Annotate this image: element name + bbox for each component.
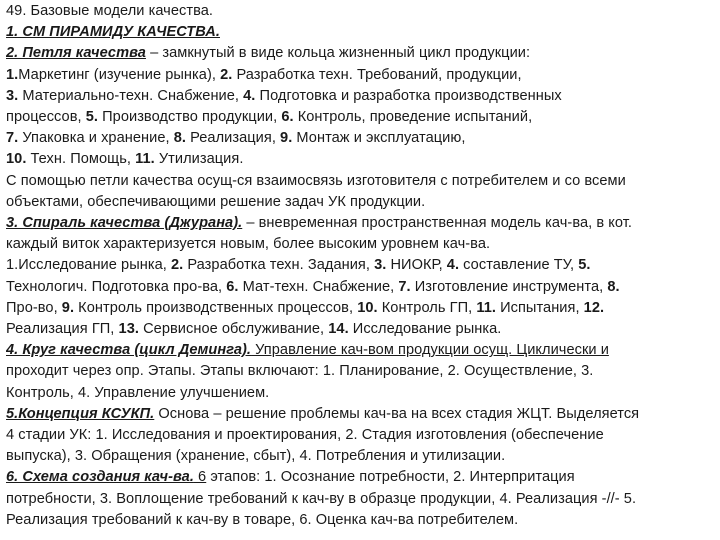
text-run: Исследование рынка. [348, 321, 502, 338]
number-run: 4. [446, 257, 460, 274]
heading-run: 5.Концепция КСУКП. [6, 405, 155, 422]
number-run: 3. [6, 87, 19, 104]
text-run: Контроль, 4. Управление улучшением. [6, 384, 270, 401]
text-line [6, 65, 718, 86]
number-run: 2. [170, 257, 184, 274]
text-run: Контроль производственных процессов, [74, 299, 358, 316]
text-line [6, 86, 718, 107]
number-run: 3. [374, 257, 387, 274]
text-line [6, 107, 718, 128]
text-run: Мат-техн. Снабжение, [238, 278, 399, 295]
text-line [6, 510, 718, 531]
document-body [6, 1, 718, 531]
number-run: 5. [85, 109, 99, 126]
number-run: 6. [226, 278, 239, 295]
text-run: Испытания, [495, 299, 584, 316]
text-run: объектами, обеспечивающими решение задач УК продукции. [6, 193, 426, 210]
text-line [6, 171, 718, 192]
text-line [6, 446, 718, 467]
text-line [6, 43, 718, 64]
number-run: 11. [476, 299, 496, 316]
number-run: 14. [328, 321, 349, 338]
text-run: Реализация требований к кач-ву в товаре, 6. Оценка кач-ва потребителем. [6, 511, 519, 528]
text-run: Основа – решение проблемы кач-ва на всех стадия ЖЦТ. Выделяется [154, 405, 640, 422]
text-run: НИОКР, [386, 257, 447, 274]
number-run: 10. [357, 299, 378, 316]
heading-run: 6. Схема создания кач-ва. [6, 469, 194, 486]
underlined-run: 6 [193, 469, 207, 486]
text-run: 4 стадии УК: 1. Исследования и проектирования, 2. Стадия изготовления (обеспечение [6, 427, 604, 444]
number-run: 7. [6, 130, 19, 147]
text-run: – вневременная пространственная модель кач-ва, в кот. [242, 215, 632, 232]
text-line [6, 128, 718, 149]
text-run: Контроль ГП, [377, 299, 477, 316]
text-run: Изготовление инструмента, [410, 278, 608, 295]
text-line [6, 255, 718, 276]
text-run: Про-во, [6, 299, 62, 316]
number-run: 9. [61, 299, 75, 316]
text-run: 49. Базовые модели качества. [6, 3, 213, 19]
text-run: Монтаж и эксплуатацию, [292, 130, 466, 147]
number-run: 8. [173, 130, 186, 147]
number-run: 1. [6, 66, 19, 83]
text-run: каждый виток характеризуется новым, более высоким уровнем кач-ва. [6, 236, 491, 253]
text-run: Производство продукции, [98, 109, 282, 126]
number-run: 10. [6, 151, 27, 168]
text-run: потребности, 3. Воплощение требований к кач-ву в образце продукции, 4. Реализация -//- 5. [6, 490, 637, 507]
number-run: 2. [220, 66, 233, 83]
text-line [6, 467, 718, 488]
number-run: 9. [280, 130, 293, 147]
text-line [6, 404, 718, 425]
text-line [6, 425, 718, 446]
text-run: Сервисное обслуживание, [138, 321, 329, 338]
text-line [6, 234, 718, 255]
text-line [6, 489, 718, 510]
text-line [6, 340, 718, 361]
text-run: Упаковка и хранение, [18, 130, 174, 147]
text-line [6, 319, 718, 340]
number-run: 13. [118, 321, 139, 338]
text-run: Утилизация. [154, 151, 244, 168]
text-run: Материально-техн. Снабжение, [18, 87, 244, 104]
heading-run: 1. СМ ПИРАМИДУ КАЧЕСТВА. [6, 24, 220, 41]
text-run: 1.Исследование рынка, [6, 257, 171, 274]
heading-run: 4. Круг качества (цикл Деминга). [6, 342, 252, 359]
text-line [6, 298, 718, 319]
text-line [6, 192, 718, 213]
text-run: выпуска), 3. Обращения (хранение, сбыт), 4. Потребления и утилизации. [6, 448, 506, 465]
text-run: – замкнутый в виде кольца жизненный цикл продукции: [145, 45, 531, 62]
text-line [6, 383, 718, 404]
text-run: Подготовка и разработка производственных [255, 87, 562, 104]
text-run: Реализация, [186, 130, 281, 147]
text-run: Контроль, проведение испытаний, [293, 109, 533, 126]
number-run: 12. [583, 299, 605, 316]
heading-run: 2. Петля качества [6, 45, 146, 62]
number-run: 4. [243, 87, 256, 104]
underlined-run: Управление кач-вом продукции осущ. Циклически и [251, 342, 609, 359]
text-run: процессов, [6, 109, 86, 126]
number-run: 11. [135, 151, 155, 168]
text-run: Реализация ГП, [6, 321, 119, 338]
number-run: 6. [281, 109, 294, 126]
text-line [6, 213, 718, 234]
text-line [6, 1, 718, 22]
text-line [6, 277, 718, 298]
number-run: 7. [398, 278, 411, 295]
text-run: проходит через опр. Этапы. Этапы включают: 1. Планирование, 2. Осуществление, 3. [6, 363, 594, 380]
text-run: Технологич. Подготовка про-ва, [6, 278, 227, 295]
number-run: 5. [578, 257, 591, 274]
heading-run: 3. Спираль качества (Джурана). [6, 215, 243, 232]
text-run: этапов: 1. Осознание потребности, 2. Интерпритация [206, 469, 575, 486]
text-line [6, 361, 718, 382]
text-line [6, 22, 718, 43]
text-run: Маркетинг (изучение рынка), [18, 66, 221, 83]
text-run: С помощью петли качества осущ-ся взаимосвязь изготовителя с потребителем и со всеми [6, 172, 626, 189]
text-run: Разработка техн. Требований, продукции, [232, 66, 522, 83]
text-run: составление ТУ, [459, 257, 579, 274]
text-run: Разработка техн. Задания, [183, 257, 375, 274]
text-run: Техн. Помощь, [26, 151, 136, 168]
text-line [6, 149, 718, 170]
number-run: 8. [607, 278, 620, 295]
